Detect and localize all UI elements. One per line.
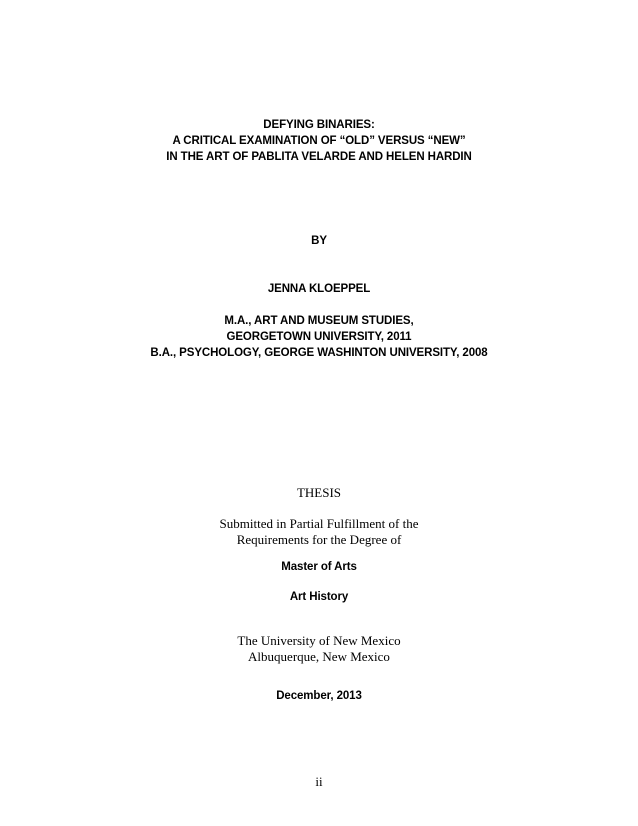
document-type: THESIS <box>296 485 342 500</box>
degree-line-2: GEORGETOWN UNIVERSITY, 2011 <box>226 331 412 343</box>
degree-line-3: B.A., PSYCHOLOGY, GEORGE WASHINTON UNIVERSITY, 2008 <box>150 347 488 359</box>
author-name: JENNA KLOEPPEL <box>267 283 371 295</box>
field-of-study: Art History <box>289 591 349 603</box>
institution-name: The University of New Mexico <box>237 633 401 648</box>
submission-line-1: Submitted in Partial Fulfillment of the <box>219 516 419 531</box>
institution-location: Albuquerque, New Mexico <box>248 649 390 664</box>
thesis-title-line-2: A CRITICAL EXAMINATION OF “OLD” VERSUS “NEW” <box>172 135 466 147</box>
degree-line-1: M.A., ART AND MUSEUM STUDIES, <box>224 315 414 327</box>
degree-name: Master of Arts <box>281 561 357 573</box>
by-label: BY <box>311 235 327 247</box>
thesis-title-line-3: IN THE ART OF PABLITA VELARDE AND HELEN HARDIN <box>166 151 472 163</box>
submission-date: December, 2013 <box>276 690 362 702</box>
submission-line-2: Requirements for the Degree of <box>236 532 402 547</box>
thesis-title-line-1: DEFYING BINARIES: <box>263 119 375 131</box>
page-number: ii <box>315 774 323 789</box>
